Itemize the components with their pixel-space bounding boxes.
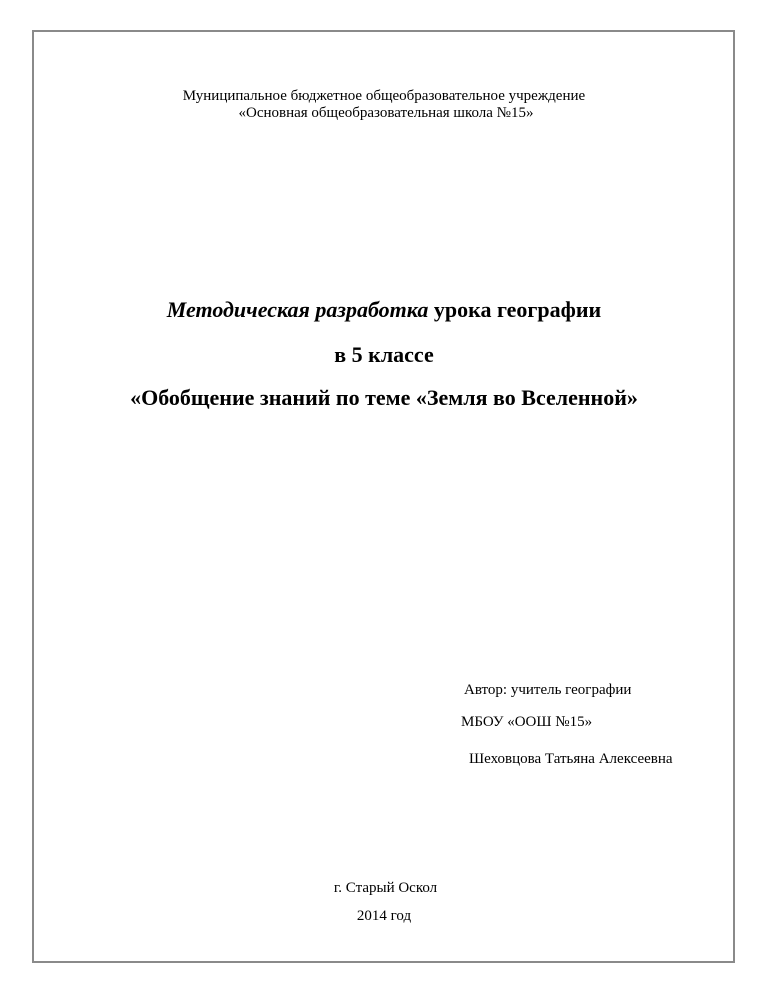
document-title-line-1 xyxy=(0,297,768,323)
author-role: Автор: учитель географии xyxy=(464,682,632,698)
footer-year: 2014 год xyxy=(356,908,412,924)
school-type-line: Муниципальное бюджетное общеобразовательное учреждение xyxy=(182,88,586,104)
document-title-rest: урока географии xyxy=(428,297,602,322)
author-organization: МБОУ «ООШ №15» xyxy=(461,714,593,730)
document-title-line-3: «Обобщение знаний по теме «Земля во Вселенной» xyxy=(130,385,638,410)
author-name: Шеховцова Татьяна Алексеевна xyxy=(469,751,673,767)
document-title-italic: Методическая разработка xyxy=(166,297,429,322)
school-name-line: «Основная общеобразовательная школа №15» xyxy=(238,105,534,121)
school-header xyxy=(0,88,768,122)
document-title-line-2: в 5 классе xyxy=(334,342,434,367)
footer-city: г. Старый Оскол xyxy=(333,880,438,896)
page-border xyxy=(32,30,735,963)
